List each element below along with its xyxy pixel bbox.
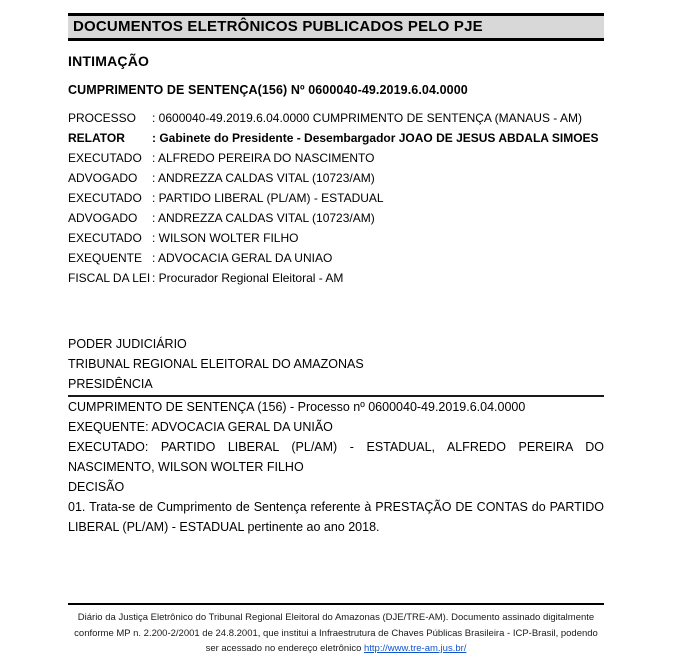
decision-executado-line: EXECUTADO: PARTIDO LIBERAL (PL/AM) - ESTADUAL, ALFREDO PEREIRA DO NASCIMENTO, WILSON WOLTER FILHO	[68, 440, 604, 474]
party-label: FISCAL DA LEI	[68, 271, 151, 285]
party-label: ADVOGADO	[68, 211, 138, 225]
party-value: : 0600040-49.2019.6.04.0000 CUMPRIMENTO DE SENTENÇA (MANAUS - AM)	[152, 111, 582, 125]
party-label: EXEQUENTE	[68, 251, 143, 265]
decision-exequente-line: EXEQUENTE: ADVOCACIA GERAL DA UNIÃO	[68, 420, 333, 434]
party-value: : WILSON WOLTER FILHO	[152, 231, 299, 245]
publication-banner: DOCUMENTOS ELETRÔNICOS PUBLICADOS PELO PJE	[68, 13, 604, 41]
table-row	[68, 228, 604, 248]
party-value: : ANDREZZA CALDAS VITAL (10723/AM)	[152, 171, 375, 185]
table-row	[68, 168, 604, 188]
table-row	[68, 268, 604, 288]
party-value: : ALFREDO PEREIRA DO NASCIMENTO	[152, 151, 375, 165]
table-row	[68, 108, 604, 128]
party-label: RELATOR	[68, 131, 125, 145]
table-row	[68, 248, 604, 268]
document-content	[68, 0, 604, 537]
decision-heading: DECISÃO	[68, 480, 125, 494]
document-footer	[68, 603, 604, 657]
decision-paragraph-01: 01. Trata-se de Cumprimento de Sentença referente à PRESTAÇÃO DE CONTAS do PARTIDO LIBERAL (PL/AM) - ESTADUAL pertinente ao ano 2018.	[68, 500, 604, 534]
tre-am-link[interactable]: http://www.tre-am.jus.br/	[364, 643, 467, 654]
notice-type-heading: INTIMAÇÃO	[68, 53, 150, 69]
org-line-tribunal: TRIBUNAL REGIONAL ELEITORAL DO AMAZONAS	[68, 357, 364, 371]
decision-section	[68, 334, 604, 537]
footer-legal-text: Diário da Justiça Eletrônico do Tribunal Regional Eleitoral do Amazonas (DJE/TRE-AM). Documento assinado digitalmente conforme MP n. 2.200-2/2001 de 24.8.2001, que institui a Infraestrutura de Chaves Públicas Brasileira - ICP-Brasil, podendo ser acessado no endereço eletrônico	[74, 612, 598, 654]
org-line-poder-judiciario: PODER JUDICIÁRIO	[68, 337, 187, 351]
org-line-presidencia: PRESIDÊNCIA	[68, 377, 153, 391]
party-value: : Procurador Regional Eleitoral - AM	[152, 271, 344, 285]
parties-table	[68, 108, 604, 288]
party-value: : ANDREZZA CALDAS VITAL (10723/AM)	[152, 211, 375, 225]
table-row	[68, 188, 604, 208]
table-row	[68, 148, 604, 168]
party-value: : Gabinete do Presidente - Desembargador JOAO DE JESUS ABDALA SIMOES	[152, 131, 599, 145]
table-row	[68, 128, 604, 148]
party-label: EXECUTADO	[68, 231, 142, 245]
decision-case-line: CUMPRIMENTO DE SENTENÇA (156) - Processo nº 0600040-49.2019.6.04.0000	[68, 400, 526, 414]
party-label: ADVOGADO	[68, 171, 138, 185]
party-label: EXECUTADO	[68, 191, 142, 205]
party-label: EXECUTADO	[68, 151, 142, 165]
table-row	[68, 208, 604, 228]
case-number-heading: CUMPRIMENTO DE SENTENÇA(156) Nº 0600040-49.2019.6.04.0000	[68, 83, 468, 97]
party-value: : PARTIDO LIBERAL (PL/AM) - ESTADUAL	[152, 191, 384, 205]
party-value: : ADVOCACIA GERAL DA UNIAO	[152, 251, 333, 265]
court-org-block	[68, 334, 604, 397]
party-label: PROCESSO	[68, 111, 137, 125]
